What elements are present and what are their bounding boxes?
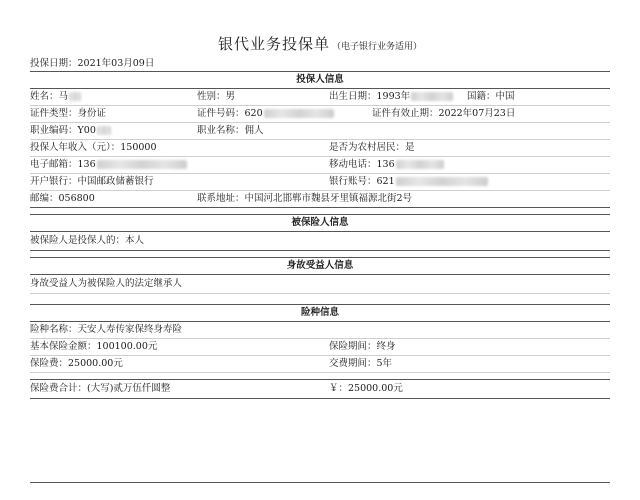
applicant-gender: 性别：男 [197, 91, 236, 102]
applicant-id-type: 证件类型：身份证 [30, 108, 107, 119]
applicant-rural-resident: 是否为农村居民：是 [329, 142, 415, 153]
coverage-payment-period: 交费期间：5年 [329, 358, 393, 369]
coverage-product-name: 险种名称：天安人寿传家保终身寿险 [30, 324, 183, 335]
applicant-job-code: 职业编码：Y00 [30, 123, 111, 139]
bottom-rule [30, 482, 610, 483]
applicant-nationality: 国籍：中国 [467, 91, 515, 102]
title-subtitle: （电子银行业务适用） [332, 42, 423, 52]
applicant-id-valid-until: 证件有效止期：2022年07月23日 [372, 108, 516, 119]
coverage-premium: 保险费：25000.00元 [30, 358, 123, 369]
applicant-row-2 [30, 106, 610, 123]
coverage-total-row [30, 379, 610, 399]
redacted-mark [396, 177, 488, 186]
beneficiary-statement: 身故受益人为被保险人的法定继承人 [30, 278, 183, 289]
coverage-sum-insured: 基本保险金额：100100.00元 [30, 341, 158, 352]
applicant-bank-account: 银行账号：621 [329, 174, 488, 190]
redacted-mark [264, 109, 334, 118]
redacted-mark [411, 92, 453, 101]
redacted-mark [97, 160, 187, 169]
applicant-row-5 [30, 157, 610, 174]
applicant-name: 姓名：马 [30, 89, 81, 105]
form-body [30, 71, 610, 399]
applicant-postcode: 邮编：056800 [30, 193, 95, 204]
coverage-row-2 [30, 339, 610, 356]
coverage-row-1 [30, 322, 610, 339]
document-title [0, 33, 640, 54]
applicant-row-7 [30, 191, 610, 208]
insured-row [30, 232, 610, 251]
section-applicant-heading: 投保人信息 [30, 71, 610, 89]
applicant-row-3 [30, 123, 610, 140]
redacted-mark [97, 126, 111, 135]
coverage-row-3 [30, 356, 610, 373]
applicant-id-number: 证件号码：620 [197, 106, 334, 122]
premium-total-words: 保险费合计：(大写)贰万伍仟圆整 [30, 383, 171, 394]
applicant-birth-date: 出生日期：1993年 [329, 89, 453, 105]
redacted-mark [69, 92, 81, 101]
application-date: 投保日期：2021年03月09日 [30, 58, 155, 69]
beneficiary-row [30, 275, 610, 294]
redacted-mark [396, 160, 444, 169]
applicant-mobile: 移动电话：136 [329, 157, 444, 173]
applicant-annual-income: 投保人年收入（元）：150000 [30, 142, 157, 153]
premium-total-amount: ￥：25000.00元 [329, 383, 403, 394]
applicant-job-name: 职业名称：佣人 [197, 125, 264, 136]
applicant-email: 电子邮箱：136 [30, 157, 187, 173]
applicant-row-6 [30, 174, 610, 191]
applicant-row-4 [30, 140, 610, 157]
spacer [30, 294, 610, 304]
coverage-period: 保险期间：终身 [329, 341, 396, 352]
section-beneficiary-heading: 身故受益人信息 [30, 257, 610, 275]
section-insured-heading: 被保险人信息 [30, 214, 610, 232]
applicant-address: 联系地址：中国河北邯郸市魏县牙里镇福源北街2号 [197, 193, 413, 204]
applicant-bank: 开户银行：中国邮政储蓄银行 [30, 176, 154, 187]
section-coverage-heading: 险种信息 [30, 304, 610, 322]
applicant-row-1 [30, 89, 610, 106]
title-text: 银代业务投保单 [217, 35, 330, 53]
insured-relationship: 被保险人是投保人的：本人 [30, 235, 145, 246]
